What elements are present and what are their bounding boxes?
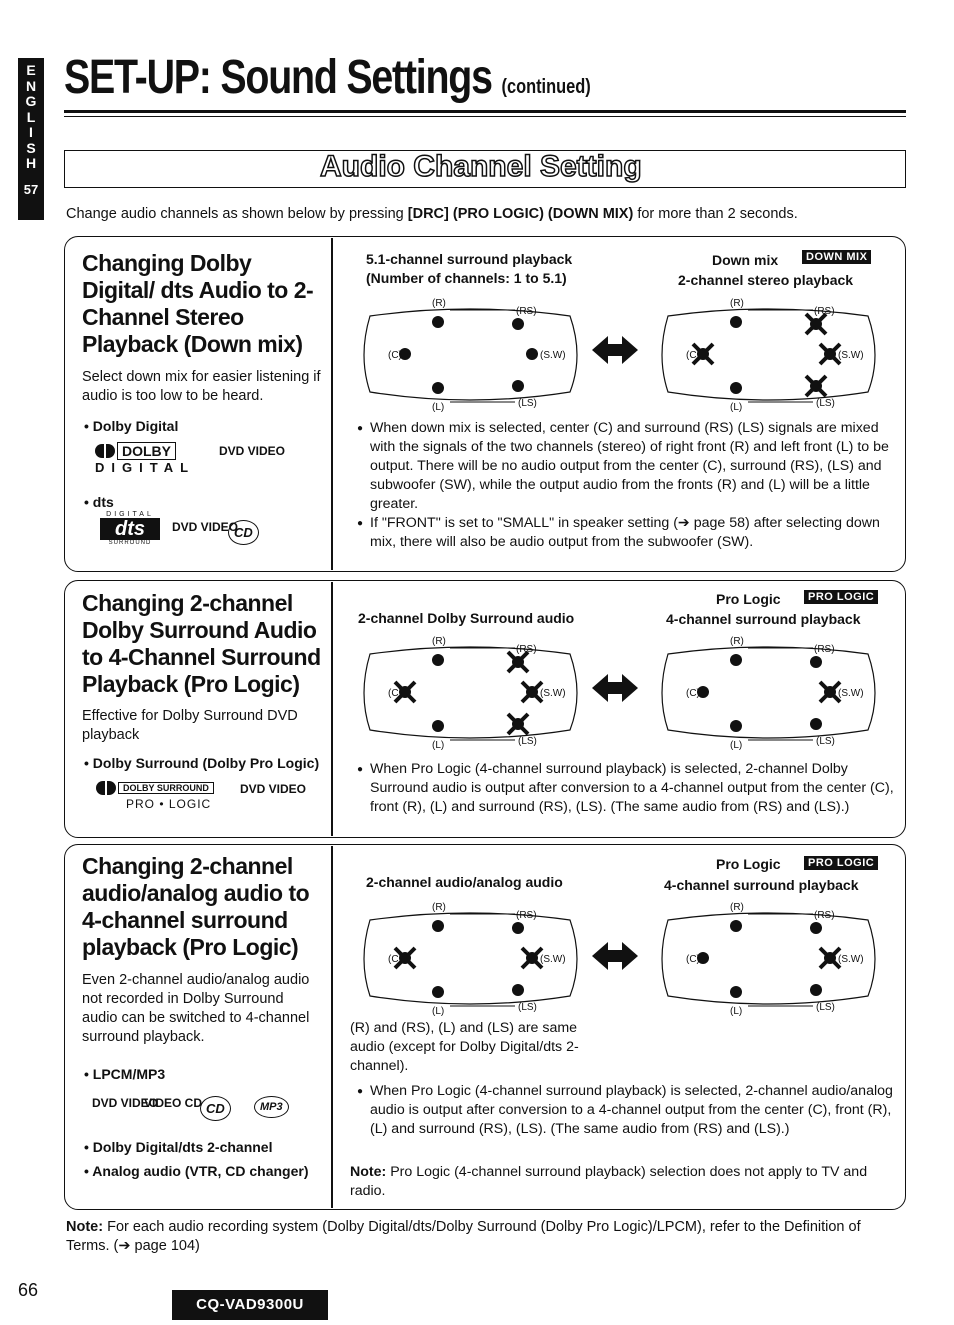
speaker-sw-label: (S.W) [540, 688, 566, 699]
speaker-ls-icon [810, 718, 822, 730]
speaker-l-label: (L) [432, 402, 445, 413]
dvd-video-logo: DVD VIDEO [240, 782, 307, 796]
note-item: ● When Pro Logic (4-channel surround playback) is selected, 2-channel Dolby Surround audio is output after conversion to a 4-channel output from the center (C), front (R), (L) and surround (RS), (LS). (The same audio from (RS) and (LS).) [370, 760, 906, 817]
section3-notes [356, 1082, 906, 1139]
speaker-ls-label: (LS) [518, 1002, 537, 1013]
section2-heading: Changing 2-channel Dolby Surround Audio to 4-Channel Surround Playback (Pro Logic) [82, 590, 321, 697]
speaker-c-label: (C) [686, 688, 700, 699]
speaker-ls-label: (LS) [816, 736, 835, 747]
note-item: ● If "FRONT" is set to "SMALL" in speaker setting (➔ page 58) after selecting down mix, there will also be audio output from the subwoofer (SW). [370, 514, 906, 552]
speaker-rs-label: (RS) [814, 644, 835, 655]
pro-logic-badge: PRO LOGIC [804, 590, 878, 604]
panel-divider [331, 238, 333, 570]
speaker-r-label: (R) [432, 902, 446, 913]
speaker-ls-label: (LS) [816, 398, 835, 409]
speaker-c-label: (C) [686, 350, 700, 361]
bullet-label: Dolby Digital/dts 2-channel [92, 1139, 273, 1155]
banner-title: Audio Channel Setting [320, 150, 642, 183]
speaker-sw-label: (S.W) [838, 688, 864, 699]
cd-logo: CD [228, 520, 259, 545]
section2-description: Effective for Dolby Surround DVD playback [82, 708, 298, 743]
section1-bullet-dolby-digital: • Dolby Digital [84, 418, 179, 434]
speaker-l-icon [730, 382, 742, 394]
bullet-label: Analog audio (VTR, CD changer) [92, 1163, 309, 1179]
arrow-icon [590, 668, 640, 713]
note-text: Pro Logic (4-channel surround playback) selection does not apply to TV and radio. [350, 1164, 868, 1199]
speaker-r-label: (R) [730, 902, 744, 913]
note-label: Note: [66, 1219, 104, 1235]
section-number: 57 [23, 181, 39, 197]
section1-notes [356, 419, 906, 552]
page-title [64, 50, 591, 105]
speaker-c-label: (C) [388, 954, 402, 965]
language-letter: S [26, 139, 36, 156]
section2-bullet: • Dolby Surround (Dolby Pro Logic) [84, 755, 320, 771]
diagram-4ch-surround [648, 634, 888, 757]
s1-right-caption: 2-channel stereo playback [678, 272, 854, 288]
speaker-sw-off-icon [522, 682, 542, 702]
speaker-sw-off-icon [820, 344, 840, 364]
s3-right-caption: 4-channel surround playback [664, 877, 859, 893]
speaker-rs-off-icon [806, 314, 826, 334]
s2-right-caption: 4-channel surround playback [666, 611, 861, 627]
note-label: Note: [350, 1164, 387, 1180]
s1-left-caption: 5.1-channel surround playback [366, 251, 573, 267]
language-letter: I [29, 124, 33, 140]
language-letter: H [25, 155, 37, 171]
speaker-layout-diagram [350, 634, 590, 752]
page-subtitle: (continued) [501, 76, 591, 98]
speaker-ls-icon [512, 380, 524, 392]
speaker-r-icon [730, 920, 742, 932]
section3-description: Even 2-channel audio/analog audio not recorded in Dolby Surround audio can be switched to 4-channel surround playback. [82, 972, 310, 1045]
dolby-logo-digital: DIGITAL [95, 460, 196, 476]
speaker-l-icon [432, 382, 444, 394]
s2-left-caption: 2-channel Dolby Surround audio [358, 610, 575, 626]
pro-logic-text: PRO • LOGIC [126, 797, 212, 811]
arrow-icon [590, 936, 640, 981]
bullet-label: LPCM/MP3 [92, 1066, 166, 1082]
intro-buttons: [DRC] (PRO LOGIC) (DOWN MIX) [407, 206, 634, 222]
speaker-r-icon [730, 316, 742, 328]
speaker-sw-label: (S.W) [540, 350, 566, 361]
speaker-r-icon [432, 654, 444, 666]
speaker-rs-label: (RS) [814, 306, 835, 317]
speaker-rs-icon [810, 922, 822, 934]
section3-bullet-dolby-dts: • Dolby Digital/dts 2-channel [84, 1139, 273, 1155]
language-letter: L [26, 108, 36, 125]
title-rule [64, 110, 906, 113]
dts-logo [100, 511, 160, 546]
speaker-l-icon [432, 986, 444, 998]
arrow-icon [590, 330, 640, 375]
speaker-layout-diagram [648, 900, 888, 1018]
note-item: ● When down mix is selected, center (C) and surround (RS) (LS) signals are mixed with the signals of the two channels (stereo) of right front (R) and left front (L) to be output. There will be no audio output from the center (C), surround (RS), (LS) and subwoofer (SW), while the output audio from the fronts (R) and (L) will be a little greater. [370, 419, 906, 514]
intro-text [66, 206, 798, 222]
note-text: For each audio recording system (Dolby Digital/dts/Dolby Surround (Dolby Pro Logic)/LPCM), refer to the Definition of Terms. (➔ page 104) [66, 1219, 861, 1254]
intro-suffix: for more than 2 seconds. [633, 206, 798, 222]
speaker-c-label: (C) [388, 350, 402, 361]
speaker-rs-icon [512, 922, 524, 934]
speaker-rs-icon [512, 318, 524, 330]
panel-divider [331, 846, 333, 1208]
speaker-c-label: (C) [686, 954, 700, 965]
speaker-l-icon [432, 720, 444, 732]
title-rule-thin [64, 116, 906, 117]
dvd-video-logo: DVD VIDEO [172, 520, 239, 534]
section3-bullet-lpcm: • LPCM/MP3 [84, 1066, 166, 1082]
speaker-ls-label: (LS) [518, 398, 537, 409]
section1-bullet-dts: • dts [84, 494, 114, 510]
speaker-l-icon [730, 720, 742, 732]
speaker-layout-diagram [648, 634, 888, 752]
speaker-c-label: (C) [388, 688, 402, 699]
dts-logo-bottom: SURROUND [108, 540, 152, 546]
dolby-surround-logo [96, 779, 214, 811]
speaker-r-icon [432, 920, 444, 932]
s2-mode-label: Pro Logic [716, 591, 781, 607]
model-number: CQ-VAD9300U [172, 1290, 328, 1320]
diagram-2ch-stereo [648, 296, 888, 419]
dvd-video-logo: DVD VIDEO [219, 444, 286, 458]
speaker-rs-label: (RS) [814, 910, 835, 921]
dts-logo-text: dts [100, 518, 160, 540]
bullet-label: Dolby Surround (Dolby Pro Logic) [92, 755, 320, 771]
speaker-layout-diagram [350, 900, 590, 1018]
speaker-rs-label: (RS) [516, 910, 537, 921]
speaker-r-label: (R) [730, 636, 744, 647]
speaker-sw-off-icon [820, 948, 840, 968]
speaker-ls-off-icon [508, 714, 528, 734]
footer-note [66, 1218, 896, 1256]
speaker-l-icon [730, 986, 742, 998]
dvd-video-logo: DVD VIDEO [92, 1096, 159, 1110]
speaker-l-label: (L) [432, 740, 445, 751]
speaker-r-label: (R) [432, 298, 446, 309]
diagram-2ch-analog [350, 900, 590, 1023]
dolby-logo-text: DOLBY [117, 442, 176, 460]
page-title-text: SET-UP: Sound Settings [64, 51, 492, 104]
pro-logic-badge: PRO LOGIC [804, 856, 878, 870]
language-letter: G [25, 93, 37, 109]
speaker-rs-label: (RS) [516, 306, 537, 317]
speaker-r-icon [432, 316, 444, 328]
mp3-logo: MP3 [254, 1096, 289, 1118]
section3-bullet-analog: • Analog audio (VTR, CD changer) [84, 1163, 309, 1179]
speaker-sw-off-icon [522, 948, 542, 968]
s1-mode-label: Down mix [712, 252, 779, 268]
dolby-digital-logo [95, 442, 195, 475]
section1-heading: Changing Dolby Digital/ dts Audio to 2-Channel Stereo Playback (Down mix) [82, 250, 314, 357]
speaker-rs-label: (RS) [516, 644, 537, 655]
note-item: ● When Pro Logic (4-channel surround playback) is selected, 2-channel audio/analog audio is output after conversion to a 4-channel output from the center (C), front (R), (L) and surround (RS), (LS). (The same audio from (RS) and (LS).) [370, 1082, 906, 1139]
speaker-ls-label: (LS) [816, 1002, 835, 1013]
s3-left-caption: 2-channel audio/analog audio [366, 874, 563, 890]
bullet-label: Dolby Digital [92, 418, 179, 434]
s3-mode-label: Pro Logic [716, 856, 781, 872]
s1-left-caption2: (Number of channels: 1 to 5.1) [366, 270, 567, 286]
cd-logo: CD [200, 1096, 231, 1121]
diagram-2ch-dolby-surround [350, 634, 590, 757]
language-letter: E [26, 62, 36, 78]
speaker-r-label: (R) [432, 636, 446, 647]
speaker-l-label: (L) [730, 402, 743, 413]
speaker-r-label: (R) [730, 298, 744, 309]
speaker-rs-off-icon [508, 652, 528, 672]
speaker-sw-icon [526, 348, 538, 360]
section1-description: Select down mix for easier listening if audio is too low to be heard. [82, 369, 321, 404]
speaker-rs-icon [810, 656, 822, 668]
speaker-sw-label: (S.W) [838, 954, 864, 965]
speaker-l-label: (L) [432, 1006, 445, 1017]
section3-heading: Changing 2-channel audio/analog audio to 4-channel surround playback (Pro Logic) [82, 853, 310, 960]
speaker-ls-off-icon [806, 376, 826, 396]
speaker-layout-diagram [648, 296, 888, 414]
video-cd-logo: VIDEO CD [144, 1096, 203, 1110]
speaker-ls-label: (LS) [518, 736, 537, 747]
page-number: 66 [18, 1280, 39, 1300]
language-tab [18, 58, 44, 220]
speaker-ls-icon [512, 984, 524, 996]
same-audio-note: (R) and (RS), (L) and (LS) are same audio (except for Dolby Digital/dts 2-channel). [350, 1020, 579, 1074]
panel-divider [331, 582, 333, 836]
speaker-layout-diagram [350, 296, 590, 414]
speaker-r-icon [730, 654, 742, 666]
diagram-51-surround [350, 296, 590, 419]
speaker-l-label: (L) [730, 1006, 743, 1017]
section3-note [350, 1163, 890, 1201]
section2-notes [356, 760, 906, 817]
dts-logo-top: DIGITAL [106, 511, 154, 518]
bullet-label: dts [92, 494, 114, 510]
speaker-ls-icon [810, 984, 822, 996]
speaker-l-label: (L) [730, 740, 743, 751]
speaker-sw-off-icon [820, 682, 840, 702]
diagram-4ch-surround [648, 900, 888, 1023]
speaker-sw-label: (S.W) [540, 954, 566, 965]
language-letter: N [25, 77, 37, 94]
down-mix-badge: DOWN MIX [802, 250, 871, 264]
dolby-surround-text: DOLBY SURROUND [118, 782, 214, 794]
intro-prefix: Change audio channels as shown below by pressing [66, 206, 408, 222]
speaker-sw-label: (S.W) [838, 350, 864, 361]
